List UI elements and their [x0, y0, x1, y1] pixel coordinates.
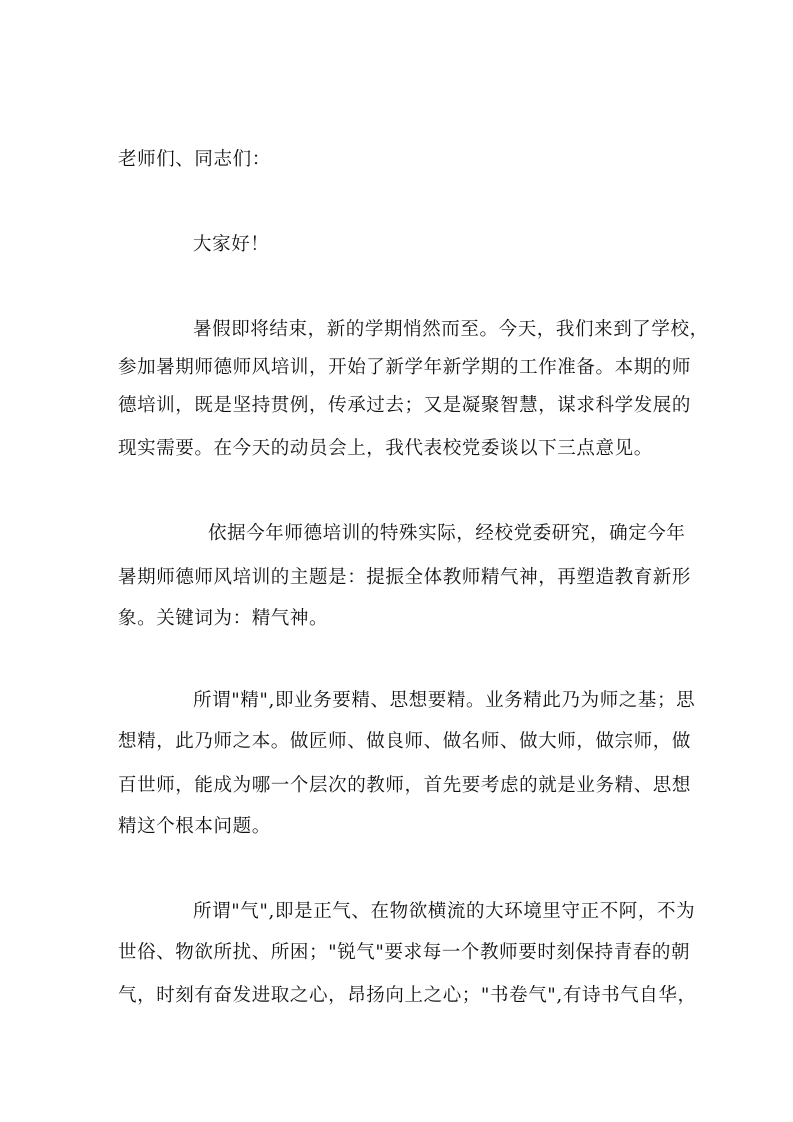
paragraph-line: 参加暑期师德师风培训，开始了新学年新学期的工作准备。本期的师 — [118, 357, 692, 378]
paragraph-line: 暑期师德师风培训的主题是：提振全体教师精气神，再塑造教育新形 — [118, 567, 692, 588]
paragraph-line: 所谓"精",即业务要精、思想要精。业务精此乃为师之基；思 — [193, 690, 696, 711]
paragraph-line: 德培训，既是坚持贯例，传承过去；又是凝聚智慧，谋求科学发展的 — [118, 395, 692, 416]
paragraph-line: 世俗、物欲所扰、所困；"锐气"要求每一个教师要时刻保持青春的朝 — [118, 942, 691, 963]
paragraph-line: 想精，此乃师之本。做匠师、做良师、做名师、做大师，做宗师，做 — [118, 731, 692, 752]
paragraph-line: 所谓"气",即是正气、在物欲横流的大环境里守正不阿，不为 — [193, 901, 696, 922]
paragraph-line: 暑假即将结束，新的学期悄然而至。今天，我们来到了学校， — [193, 319, 709, 340]
salutation: 老师们、同志们： — [118, 149, 271, 170]
paragraph-line: 气，时刻有奋发进取之心，昂扬向上之心；"书卷气",有诗书气自华， — [118, 985, 697, 1006]
paragraph-line: 精这个根本问题。 — [118, 816, 271, 837]
paragraph-line: 百世师，能成为哪一个层次的教师，首先要考虑的就是业务精、思想 — [118, 775, 692, 796]
greeting: 大家好！ — [193, 234, 270, 255]
paragraph-line: 依据今年师德培训的特殊实际，经校党委研究，确定今年 — [208, 523, 686, 544]
paragraph-line: 现实需要。在今天的动员会上，我代表校党委谈以下三点意见。 — [118, 438, 653, 459]
paragraph-line: 象。关键词为：精气神。 — [118, 608, 329, 629]
